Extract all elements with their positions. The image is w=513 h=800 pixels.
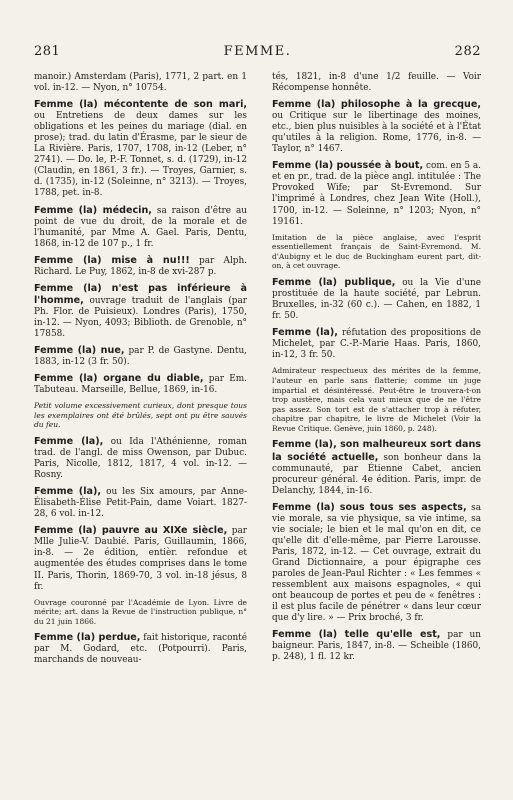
- entry-note: Imitation de la pièce anglaise, avec l'esprit essentiellement français de Saint-Evremond. M. d'Aubigny et le duc de Buckingham eurent part, dit-on, à cet ouvrage.: [272, 232, 481, 271]
- entry-femme-pauvre: [34, 525, 247, 592]
- page-number-right: 282: [454, 44, 481, 59]
- entry-note: Petit volume excessivement curieux, dont presque tous les exemplaires ont été brûlés, sept ont pu être sauvés du feu.: [34, 401, 247, 430]
- entry-heading: Femme (la) telle qu'elle est,: [272, 629, 441, 641]
- entry-heading: Femme (la) nue,: [34, 345, 125, 357]
- entry-femme-tous-aspects: [272, 502, 481, 625]
- entry-heading: Femme (la) philosophe à la grecque,: [272, 99, 481, 111]
- entry-body: son bonheur dans la communauté, par Étienne Cabet, ancien procureur général. 4e édition. Paris, impr. de Delanchy, 1844, in-16.: [272, 452, 482, 496]
- entry-body: ou Entretiens de deux dames sur les obligations et les peines du mariage (dial. en prose); trad. du latin d'Érasme, par le sieur de La Rivière. Paris, 1707, 1708, in-12 (Leber, n° 2741). — Do. le, P.-F. Tonnet, s. d. (1729), in-12 (Claudin, en 1861, 3 fr.). — Troyes, Garnier, s. d. (1735), in-12 (Soleinne, n° 3213). — Troyes, 1788, pet. in-8.: [34, 111, 247, 199]
- entry-femme-nue: [34, 345, 247, 368]
- entry-heading: Femme (la) médecin,: [34, 204, 152, 216]
- entry-body: sa vie morale, sa vie physique, sa vie intime, sa vie sociale; le bien et le mal qu'on en dit, ce qu'elle dit d'elle-même, par Pierre Larousse. Paris, 1872, in-12. — Cet ouvrage, extrait du Grand Dictionnaire, a pour épigraphe ces paroles de Jean-Paul Richter : « Les femmes « ressemblent aux maisons espagnoles, « qui ont beaucoup de portes et peu de « fenêtres : il est plus facile de pénétrer « dans leur cœur que d'y lire. » — Prix broché, 3 fr.: [272, 502, 482, 624]
- entry-body: réfutation des propositions de Michelet, par C.-P.-Marie Haas. Paris, 1860, in-12, 3 fr. 50.: [272, 328, 481, 361]
- entry-heading: Femme (la),: [34, 486, 101, 498]
- entry-femme-refutation: [272, 327, 481, 361]
- entry-body: ou la Vie d'une prostituée de la haute société, par Lebrun. Bruxelles, in-32 (60 c.). — Cahen, en 1882, 1 fr. 50.: [272, 277, 481, 322]
- entry-continuation: manoir.) Amsterdam (Paris), 1771, 2 part. en 1 vol. in-12. — Nyon, n° 10754.: [34, 72, 247, 94]
- entry-heading: Femme (la), son malheureux sort dans la société actuelle,: [272, 439, 481, 463]
- entry-body: ou Critique sur le libertinage des moines, etc., bien plus nuisibles à la société et à l'État qu'utiles à la religion. Rome, 1776, in-8. — Taylor, n° 1467.: [272, 111, 481, 155]
- entry-note: Admirateur respectueux des mérites de la femme, l'auteur en parle sans flatterie; comme un juge impartial et désintéressé. Peut-être le trouvera-t-on trop austère, mais cela vaut mieux que de ne l'être pas assez. Son tort est de s'attacher trop à réfuter, chapitre par chapitre, le livre de Michelet (Voir la Revue Critique. Genève, juin 1860, p. 248).: [272, 366, 481, 433]
- entry-femme-mecontente: [34, 99, 247, 199]
- entry-heading: Femme (la),: [34, 436, 104, 447]
- entry-femme-organe-du-diable: [34, 373, 247, 396]
- entry-heading: Femme (la) perdue,: [34, 632, 141, 644]
- entry-femme-philosophe: [272, 99, 481, 155]
- entry-body: par P. de Gastyne. Dentu, 1883, in-12 (3 fr. 50).: [34, 346, 247, 368]
- entry-femme-mise-a-nu: [34, 255, 247, 278]
- entry-heading: Femme (la) sous tous ses aspects,: [272, 501, 467, 513]
- entry-femme-medecin: [34, 205, 247, 250]
- entry-heading: Femme (la) n'est pas inférieure à l'homme,: [34, 282, 247, 306]
- entry-body: ou Ida l'Athénienne, roman trad. de l'angl. de miss Owenson, par Dubuc. Paris, Nicolle, 1812, 1817, 4 vol. in-12. — Rosny.: [34, 437, 247, 481]
- entry-continuation: tés, 1821, in-8 d'une 1/2 feuille. — Voir Récompense honnête.: [272, 72, 481, 94]
- entry-heading: Femme (la) mise à nu!!!: [34, 254, 190, 266]
- page-number-left: 281: [34, 44, 61, 59]
- entry-body: par Em. Tabuteau. Marseille, Bellue, 1869, in-16.: [34, 374, 247, 396]
- right-column: [272, 72, 481, 668]
- entry-femme-six-amours: [34, 486, 247, 520]
- entry-heading: Femme (la) poussée à bout,: [272, 160, 424, 172]
- running-title: FEMME.: [223, 44, 292, 59]
- entry-femme-telle-quelle-est: [272, 629, 481, 663]
- entry-body: ouvrage traduit de l'anglais (par Ph. Flor. de Puisieux). Londres (Paris), 1750, in-12. — Nyon, 4093; Biblioth. de Grenoble, n° 17858.: [34, 295, 247, 339]
- entry-body: fait historique, raconté par M. Godard, etc. (Potpourri). Paris, marchands de nouveau-: [34, 633, 247, 666]
- running-header: [34, 44, 481, 62]
- entry-femme-perdue: [34, 632, 247, 666]
- entry-heading: Femme (la) organe du diable,: [34, 373, 204, 385]
- entry-femme-malheureux-sort: [272, 439, 481, 496]
- left-column: [34, 72, 247, 672]
- entry-body: par Mlle Julie-V. Daubié. Paris, Guillaumin, 1866, in-8. — 2e édition, entièr. refondue et augmentée des études comprises dans le tome II. Paris, Thorin, 1869-70, 3 vol. in-18 jésus, 8 fr.: [34, 526, 247, 592]
- entry-heading: Femme (la) publique,: [272, 276, 396, 288]
- entry-heading: Femme (la),: [272, 327, 338, 339]
- entry-body: par un baigneur. Paris, 1847, in-8. — Scheible (1860, p. 248), 1 fl. 12 kr.: [272, 630, 481, 663]
- entry-heading: Femme (la) mécontente de son mari,: [34, 99, 247, 111]
- entry-femme-pas-inferieure: [34, 283, 247, 340]
- entry-body: ou les Six amours, par Anne-Élisabeth-Élise Petit-Pain, dame Voiart. 1827-28, 6 vol. in-12.: [34, 487, 247, 520]
- entry-body: par Alph. Richard. Le Puy, 1862, in-8 de xvi-287 p.: [34, 255, 248, 277]
- entry-body: sa raison d'être au point de vue du droit, de la morale et de l'humanité, par Mme A. Gael. Paris, Dentu, 1868, in-12 de 107 p., 1 fr.: [34, 205, 247, 249]
- entry-femme-poussee-a-bout: [272, 160, 481, 227]
- entry-femme-ida: [34, 436, 247, 481]
- entry-body: com. en 5 a. et en pr., trad. de la pièce angl. intitulée : The Provoked Wife; par St-Evremond. Sur l'imprimé à Londres, chez Jean Wite (Holl.), 1700, in-12. — Soleinne, n° 1203; Nyon, n° 19161.: [272, 161, 481, 227]
- entry-heading: Femme (la) pauvre au XIXe siècle,: [34, 525, 228, 537]
- entry-note: Ouvrage couronné par l'Académie de Lyon. Livre de mérite; art. dans la Revue de l'instruction publique, n° du 21 juin 1866.: [34, 597, 247, 626]
- entry-femme-publique: [272, 277, 481, 322]
